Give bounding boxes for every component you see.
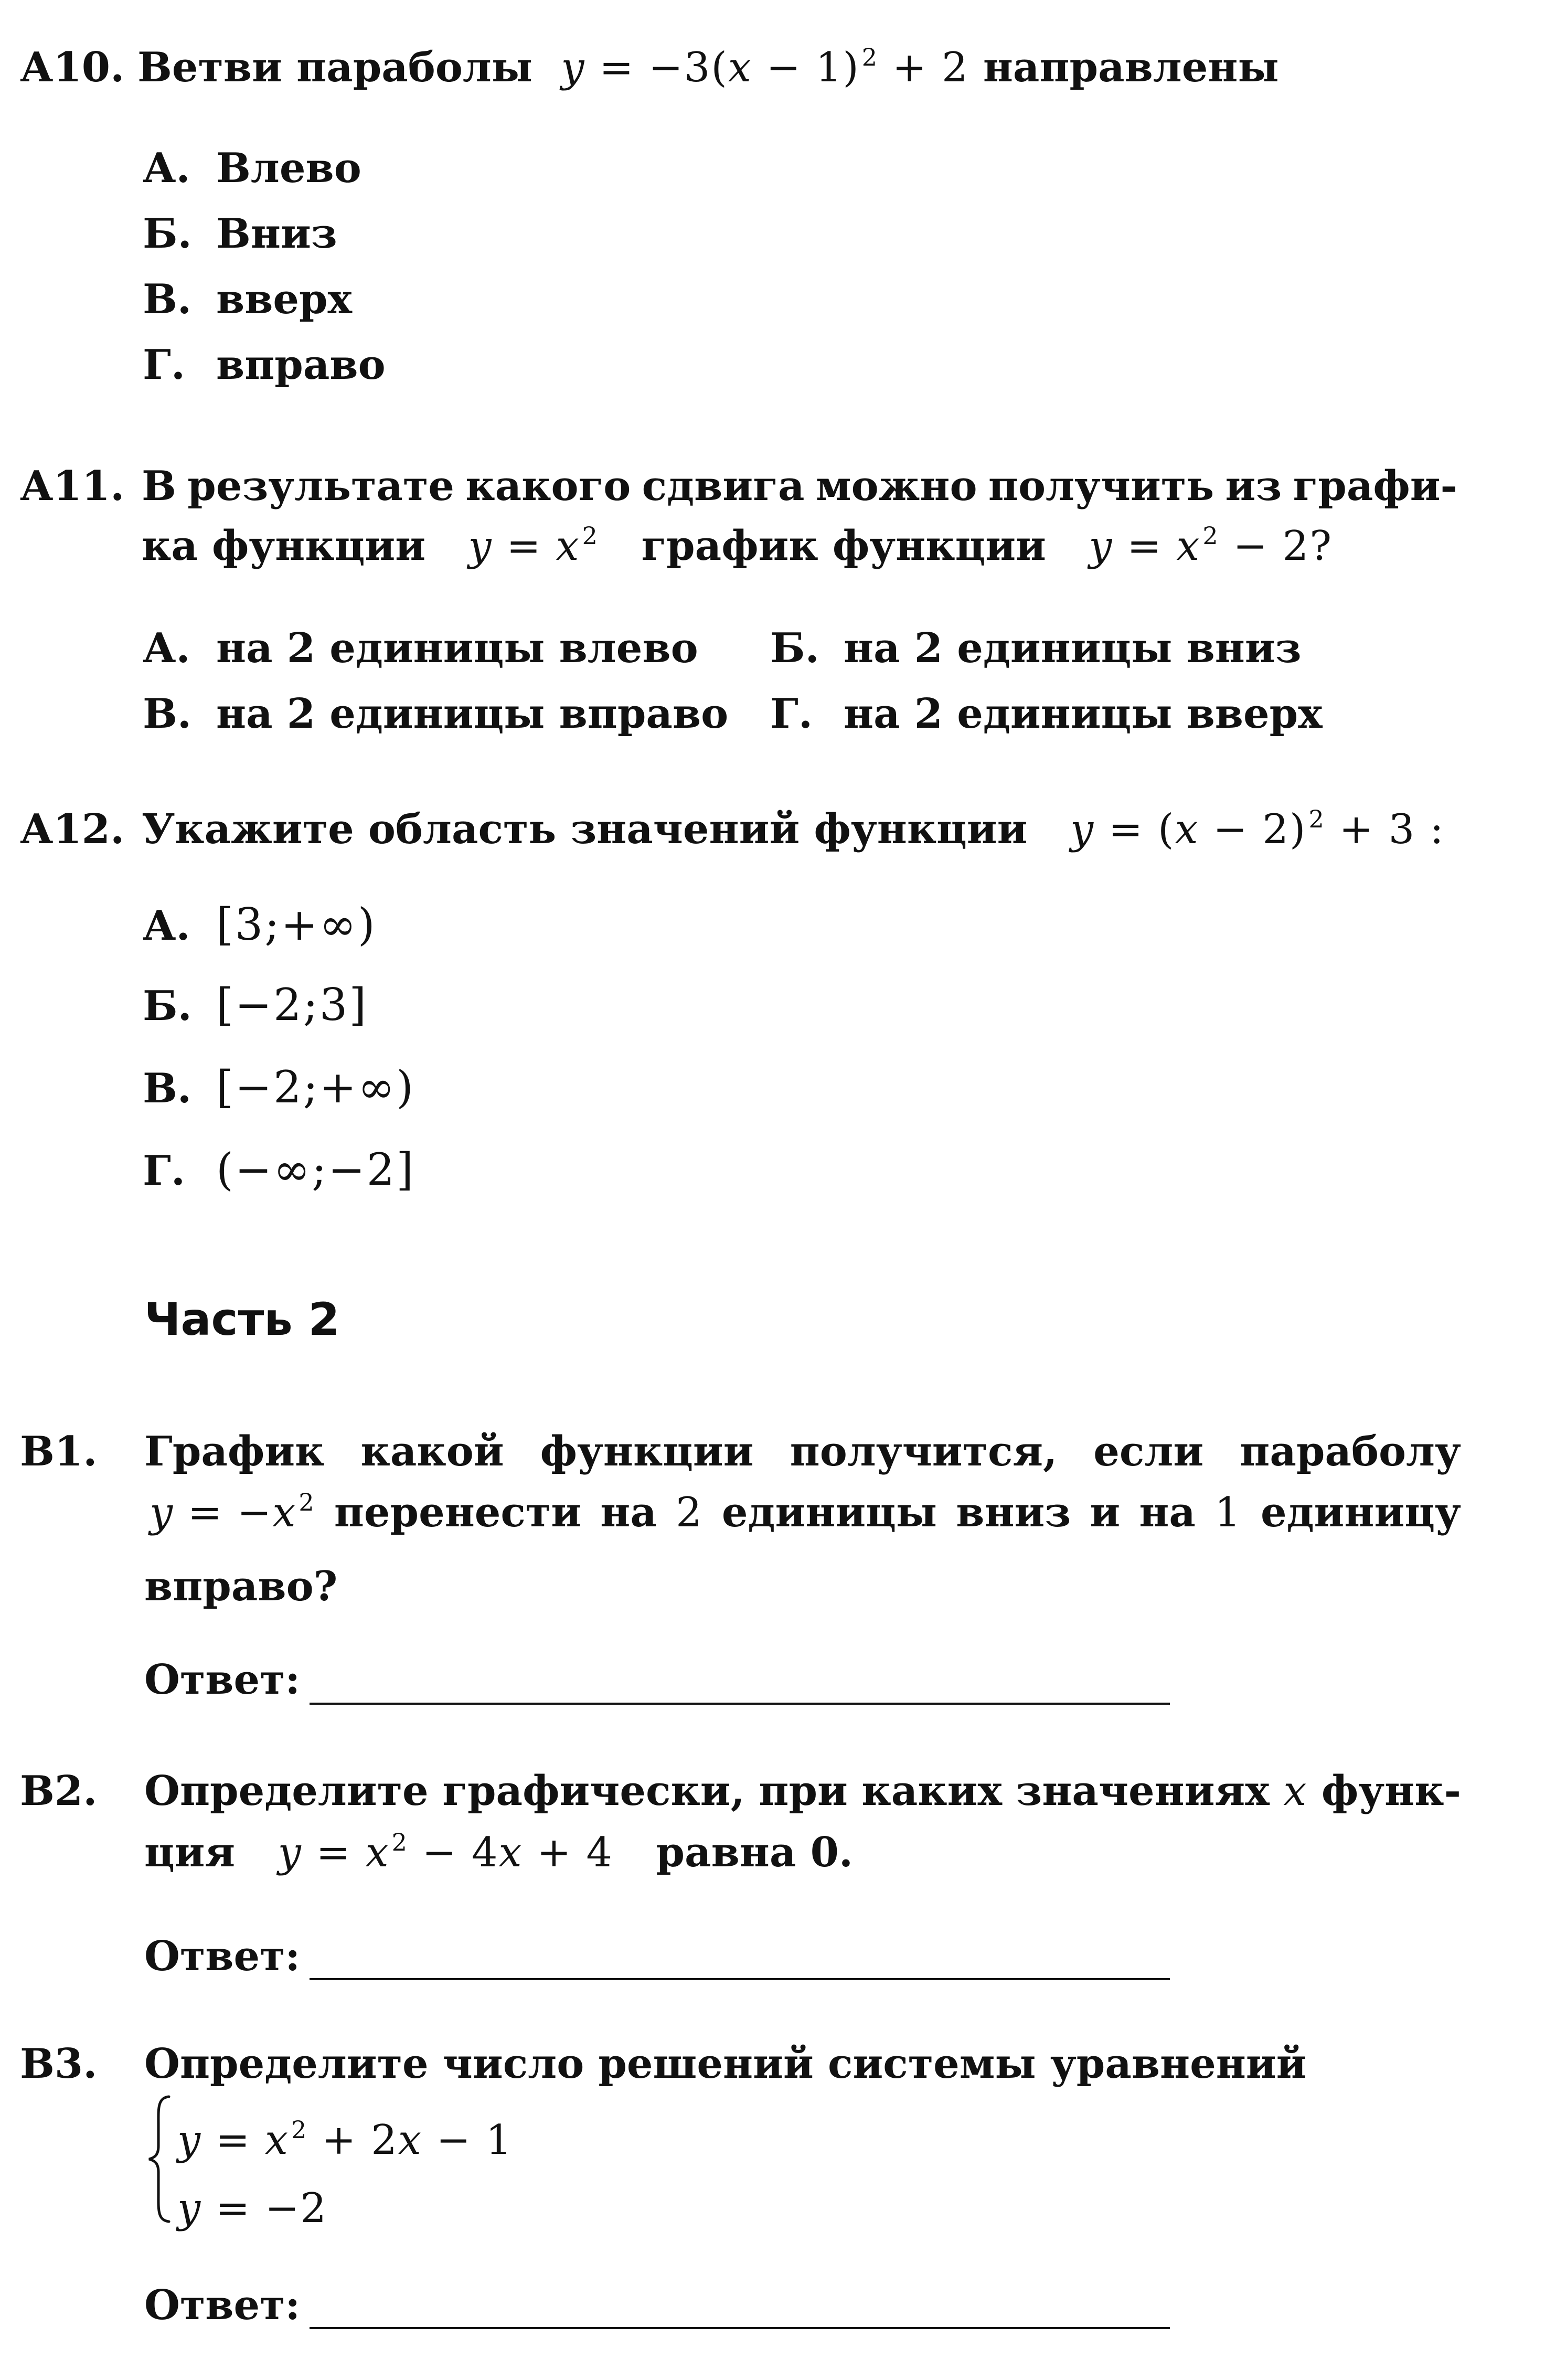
- system-equation-1: $y = x^2 + 2x - 1$: [177, 2116, 513, 2164]
- question-b3-number: В3.: [20, 2040, 98, 2088]
- question-a12-number: А12.: [20, 805, 125, 853]
- a10-option-d[interactable]: Г. вправо: [143, 341, 386, 389]
- b1-formula: $y = -x^2$: [150, 1488, 315, 1536]
- system-equation-2: y = −2: [177, 2185, 328, 2232]
- a10-option-c[interactable]: В. вверх: [143, 275, 353, 323]
- a10-option-b[interactable]: Б. Вниз: [143, 210, 337, 258]
- b3-answer-field[interactable]: [310, 2327, 1170, 2329]
- question-b2-line1: Определите графически, при каких значениях x функ-: [144, 1767, 1461, 1815]
- a10-text-end: направлены: [983, 44, 1279, 91]
- system-brace-icon: [146, 2094, 172, 2225]
- a12-option-c[interactable]: В. [−2;+∞): [143, 1061, 415, 1113]
- part-2-title: Часть 2: [144, 1293, 340, 1346]
- a11-option-b[interactable]: Б. на 2 единицы вниз: [770, 624, 1302, 672]
- a11-option-c[interactable]: В. на 2 единицы вправо: [143, 690, 729, 738]
- question-b1-line1: График какой функции получится, если параболу: [144, 1428, 1461, 1475]
- question-b3-text: Определите число решений системы уравнений: [144, 2040, 1307, 2088]
- a10-text: Ветви параболы: [137, 44, 533, 91]
- a11-formula-2: $y = x^2 - 2$: [1089, 522, 1310, 570]
- question-b1-line3: вправо?: [144, 1563, 338, 1610]
- question-a10-text: [137, 43, 1279, 91]
- b1-answer-field[interactable]: [310, 1703, 1170, 1705]
- a11-option-d[interactable]: Г. на 2 единицы вверх: [770, 690, 1323, 738]
- a12-option-b[interactable]: Б. [−2;3]: [143, 979, 368, 1030]
- a10-formula: $y = -3(x - 1)^2 + 2$: [561, 43, 969, 91]
- question-b1-number: В1.: [20, 1428, 98, 1475]
- a10-option-a[interactable]: А. Влево: [143, 144, 361, 192]
- a12-option-a[interactable]: А. [3;+∞): [143, 899, 377, 950]
- question-a11-line1: В результате какого сдвига можно получить из графи-: [142, 462, 1457, 510]
- b3-answer-label: Ответ:: [144, 2281, 301, 2329]
- a11-formula-1: $y = x^2$: [468, 522, 599, 570]
- question-a10-number: А10.: [20, 44, 125, 91]
- a11-option-a[interactable]: А. на 2 единицы влево: [143, 624, 698, 672]
- question-a11-line2: ка функции $y = x^2$ график функции $y = x^2 - 2$?: [142, 522, 1333, 570]
- question-b2-line2: ция $y = x^2 - 4x + 4$ равна 0.: [144, 1828, 854, 1876]
- b2-answer-label: Ответ:: [144, 1932, 301, 1980]
- a12-option-d[interactable]: Г. (−∞;−2]: [143, 1144, 415, 1195]
- b2-answer-field[interactable]: [310, 1978, 1170, 1980]
- question-a11-number: А11.: [20, 462, 125, 510]
- a12-formula: $y = (x - 2)^2 + 3$: [1070, 805, 1416, 853]
- question-a12-text: Укажите область значений функции $y = (x - 2)^2 + 3$ :: [142, 805, 1445, 853]
- b2-formula: $y = x^2 - 4x + 4$: [278, 1828, 614, 1876]
- question-b1-line2: $y = -x^2$ перенести на 2 единицы вниз и на 1 единицу: [150, 1488, 1461, 1536]
- question-b2-number: В2.: [20, 1767, 98, 1815]
- b1-answer-label: Ответ:: [144, 1656, 301, 1704]
